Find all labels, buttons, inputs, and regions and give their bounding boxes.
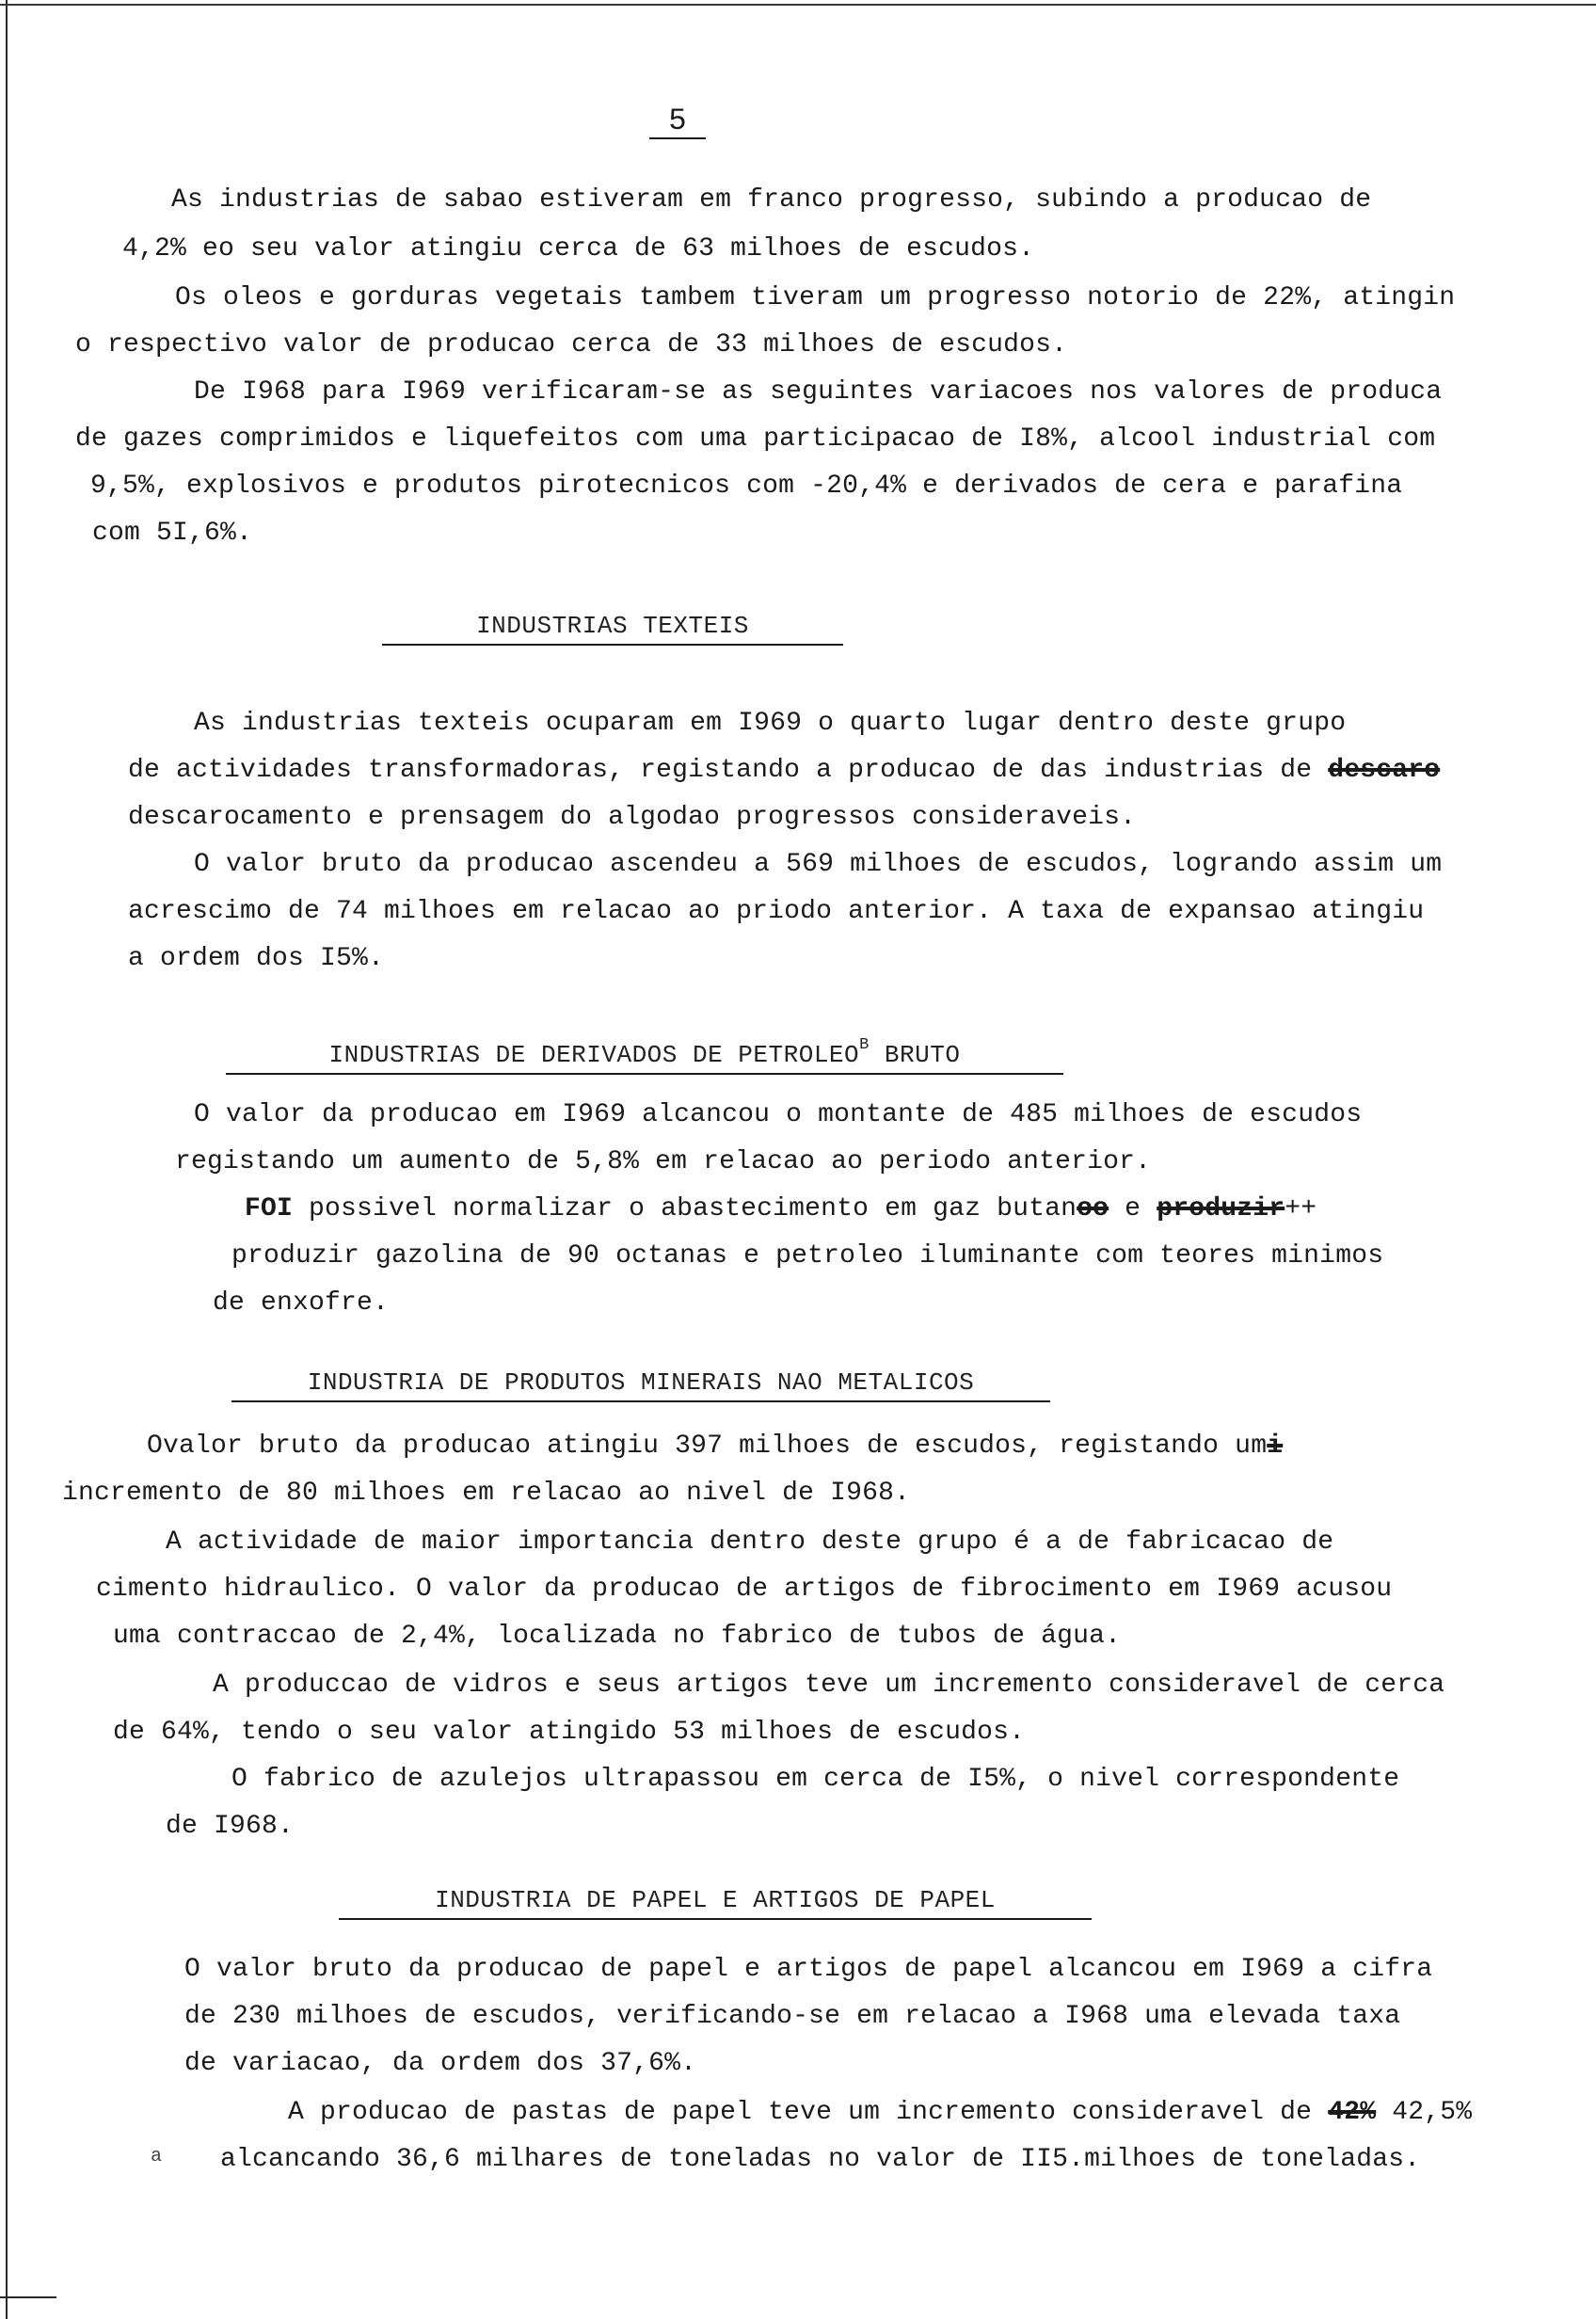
minerais-line-9: de I968. (166, 1812, 295, 1841)
page-number: 5 (649, 105, 706, 139)
intro-line-6: de gazes comprimidos e liquefeitos com uma participacao de I8%, alcool industrial com (75, 424, 1436, 454)
petroleo-line-4: produzir gazolina de 90 octanas e petroleo iluminante com teores minimos (231, 1241, 1384, 1271)
minerais-line-6: A produccao de vidros e seus artigos teve um incremento consideravel de cerca (213, 1671, 1445, 1700)
heading-texteis: INDUSTRIAS TEXTEIS (382, 610, 843, 646)
intro-line-7: 9,5%, explosivos e produtos pirotecnicos com -20,4% e derivados de cera e parafina (90, 472, 1403, 501)
intro-line-3: Os oleos e gorduras vegetais tambem tiveram um progresso notorio de 22%, atingin (175, 283, 1456, 312)
intro-line-5: De I968 para I969 verificaram-se as seguintes variacoes nos valores de produca (194, 377, 1443, 407)
scan-corner-mark (0, 2296, 56, 2298)
minerais-line-8: O fabrico de azulejos ultrapassou em cerca de I5%, o nivel correspondente (231, 1765, 1400, 1794)
texteis-line-1: As industrias texteis ocuparam em I969 o quarto lugar dentro deste grupo (194, 709, 1347, 738)
texteis-line-5: acrescimo de 74 milhoes em relacao ao priodo anterior. A taxa de expansao atingiu (128, 897, 1425, 926)
intro-line-4: o respectivo valor de producao cerca de 33 milhoes de escudos. (75, 330, 1068, 360)
texteis-line-3: descarocamento e prensagem do algodao progressos consideraveis. (128, 803, 1137, 832)
margin-mark: a (151, 2146, 163, 2167)
papel-line-3: de variacao, da ordem dos 37,6%. (184, 2049, 697, 2078)
scan-left-edge (6, 0, 8, 2319)
intro-line-1: As industrias de sabao estiveram em franco progresso, subindo a producao de (171, 185, 1372, 215)
papel-line-4: A producao de pastas de papel teve um incremento consideravel de 42% 42,5% (288, 2098, 1473, 2127)
papel-line-2: de 230 milhoes de escudos, verificando-se em relacao a I968 uma elevada taxa (184, 2002, 1401, 2031)
minerais-line-2: incremento de 80 milhoes em relacao ao nivel de I968. (62, 1479, 911, 1508)
scan-top-edge (0, 4, 1596, 6)
minerais-line-7: de 64%, tendo o seu valor atingido 53 milhoes de escudos. (113, 1718, 1026, 1747)
intro-line-8: com 5I,6%. (92, 519, 253, 548)
minerais-line-1: Ovalor bruto da producao atingiu 397 milhoes de escudos, registando umi (147, 1431, 1284, 1461)
petroleo-line-2: registando um aumento de 5,8% em relacao ao periodo anterior. (175, 1147, 1152, 1176)
texteis-line-4: O valor bruto da producao ascendeu a 569 milhoes de escudos, logrando assim um (194, 850, 1443, 879)
texteis-line-2: de actividades transformadoras, registando a producao de das industrias de descaro (128, 756, 1441, 785)
heading-petroleo: INDUSTRIAS DE DERIVADOS DE $PETROLEO^B$ BRUTO (226, 1030, 1063, 1075)
papel-line-5: alcancando 36,6 milhares de toneladas no valor de II5.milhoes de toneladas. (220, 2145, 1421, 2174)
minerais-line-3: A actividade de maior importancia dentro deste grupo é a de fabricacao de (166, 1527, 1334, 1557)
papel-line-1: O valor bruto da producao de papel e artigos de papel alcancou em I969 a cifra (184, 1955, 1433, 1984)
intro-line-2: 4,2% eo seu valor atingiu cerca de 63 milhoes de escudos. (122, 234, 1035, 264)
texteis-line-6: a ordem dos I5%. (128, 944, 385, 973)
petroleo-line-5: de enxofre. (213, 1288, 390, 1318)
heading-papel: INDUSTRIA DE PAPEL E ARTIGOS DE PAPEL (339, 1884, 1092, 1920)
petroleo-line-3: FOI possivel normalizar o abastecimento em gaz butanoo e produzir++ (245, 1194, 1317, 1223)
minerais-line-5: uma contraccao de 2,4%, localizada no fabrico de tubos de água. (113, 1622, 1122, 1651)
minerais-line-4: cimento hidraulico. O valor da producao de artigos de fibrocimento em I969 acusou (96, 1575, 1393, 1604)
petroleo-line-1: O valor da producao em I969 alcancou o montante de 485 milhoes de escudos (194, 1100, 1363, 1129)
heading-minerais: INDUSTRIA DE PRODUTOS MINERAIS NAO METALICOS (231, 1367, 1050, 1402)
